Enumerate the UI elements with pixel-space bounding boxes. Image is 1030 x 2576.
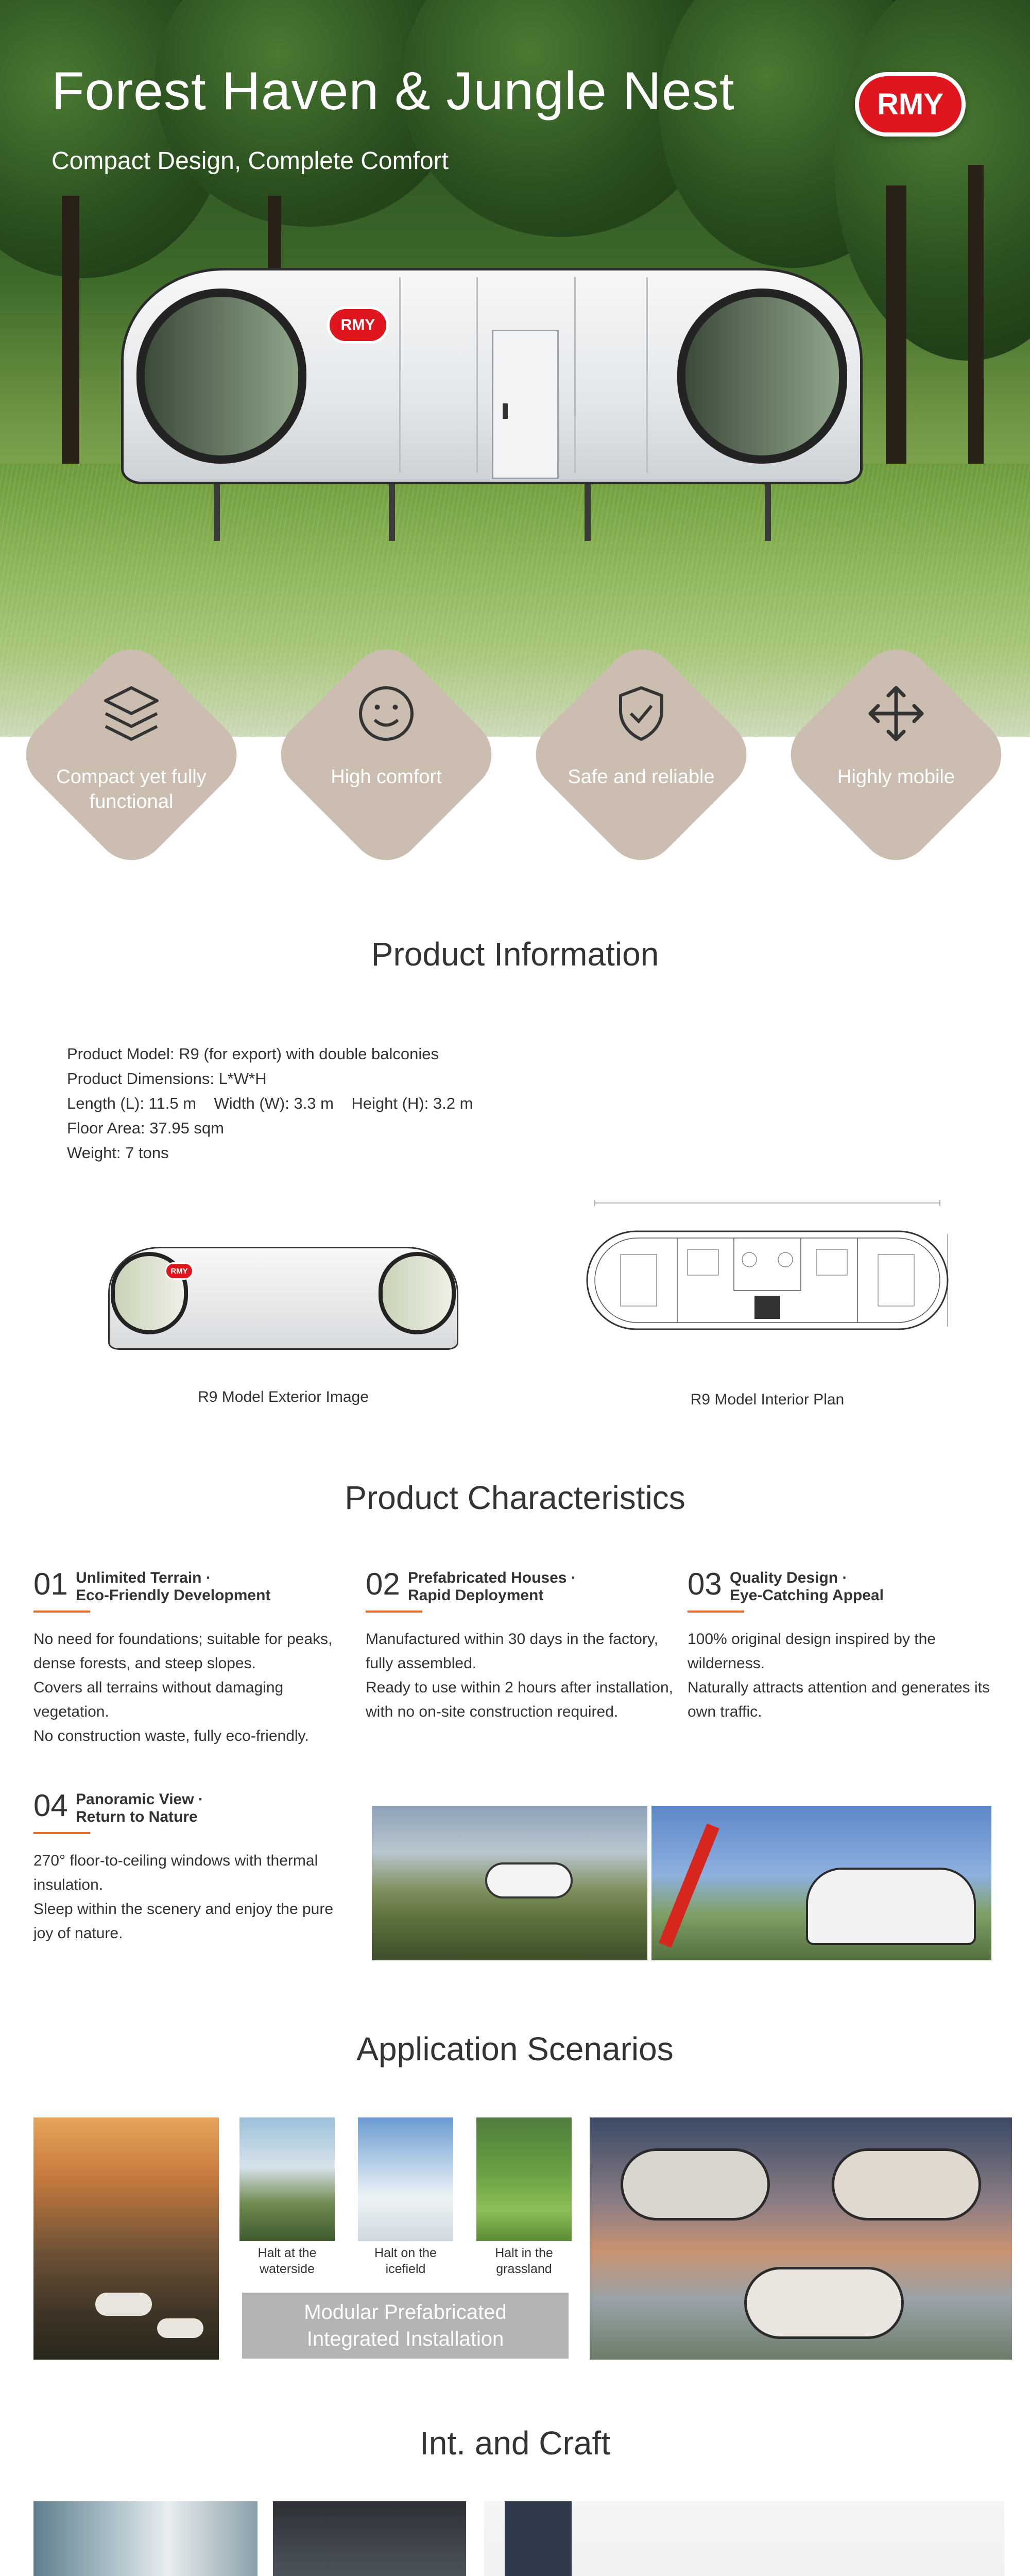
accent-rule — [366, 1611, 422, 1613]
interior-caption: R9 Model Interior Plan — [690, 1391, 845, 1408]
accent-rule — [688, 1611, 744, 1613]
char-body — [366, 1627, 675, 1724]
char-heading-line2: Eye-Catching Appeal — [730, 1587, 884, 1604]
char-number: 01 — [33, 1567, 68, 1601]
capsule-house — [121, 268, 863, 495]
tree — [834, 0, 1030, 361]
panel-seam — [574, 277, 576, 473]
char-body-line: 100% original design inspired by the wilderness. — [688, 1631, 936, 1672]
char-heading — [730, 1569, 987, 1604]
mountain-capsule-photo — [372, 1806, 647, 1960]
spec-line: Product Model: R9 (for export) with double balconies — [67, 1045, 439, 1063]
char-body-line: Manufactured within 30 days in the factory, fully assembled. — [366, 1631, 659, 1672]
feature-label: Safe and reliable — [568, 766, 715, 788]
char-body-line: Sleep within the scenery and enjoy the pure joy of nature. — [33, 1901, 334, 1942]
capsule-logo: RMY — [327, 307, 389, 344]
night-capsules-photo — [590, 2117, 1012, 2360]
icefield-photo — [358, 2117, 453, 2241]
spec-line: Floor Area: 37.95 sqm — [67, 1119, 224, 1137]
waterside-caption — [239, 2245, 335, 2277]
feature-compact — [10, 634, 252, 876]
accent-rule — [33, 1611, 90, 1613]
characteristics-title: Product Characteristics — [345, 1479, 685, 1516]
caption-line: grassland — [496, 2262, 552, 2276]
char-heading — [76, 1791, 333, 1826]
char-body — [688, 1627, 997, 1724]
diamond-shape — [776, 635, 1017, 875]
char-body — [33, 1849, 342, 1945]
feature-safe — [520, 634, 762, 876]
char-body-line: Naturally attracts attention and generates its own traffic. — [688, 1679, 990, 1720]
capsule-window-right — [379, 1252, 456, 1334]
waterside-photo — [239, 2117, 335, 2241]
char-body-line: Ready to use within 2 hours after installation, with no on-site construction required. — [366, 1679, 673, 1720]
craft-title: Int. and Craft — [420, 2425, 610, 2462]
interior-corridor-photo — [33, 2501, 258, 2576]
panel-seam — [476, 277, 478, 473]
feature-label: Highly mobile — [837, 766, 955, 788]
char-number: 02 — [366, 1567, 400, 1601]
shield-check-icon — [610, 683, 672, 744]
char-body-line: No need for foundations; suitable for peaks, dense forests, and steep slopes. — [33, 1631, 333, 1672]
product-specs — [67, 1042, 473, 1165]
feature-label: High comfort — [331, 766, 442, 788]
diamond-shape — [266, 635, 507, 875]
char-number: 04 — [33, 1788, 68, 1823]
diamond-shape — [11, 635, 252, 875]
capsule-door — [492, 330, 559, 479]
feature-label: Compact yet fully functional — [56, 766, 207, 812]
brand-logo: RMY — [855, 72, 966, 137]
char-heading-line2: Return to Nature — [76, 1808, 198, 1825]
capsule-leg — [389, 484, 395, 541]
capsule-leg — [585, 484, 591, 541]
accent-rule — [33, 1832, 90, 1834]
product-info-title: Product Information — [371, 936, 659, 973]
exterior-image — [108, 1236, 458, 1355]
interior-dining-photo — [273, 2501, 466, 2576]
char-body-line: No construction waste, fully eco-friendly. — [33, 1727, 309, 1744]
crane-delivery-photo — [651, 1806, 991, 1960]
panel-seam — [646, 277, 648, 473]
modular-installation-banner — [242, 2293, 569, 2359]
grassland-photo — [476, 2117, 572, 2241]
sunset-hill-photo — [33, 2117, 219, 2360]
char-heading-line1: Unlimited Terrain · — [76, 1569, 211, 1586]
capsule-window-left — [136, 289, 306, 464]
layers-icon — [100, 683, 162, 744]
caption-line: Halt at the — [258, 2246, 317, 2260]
icefield-caption — [358, 2245, 453, 2277]
char-heading — [76, 1569, 333, 1604]
char-heading-line1: Panoramic View · — [76, 1791, 203, 1808]
char-number: 03 — [688, 1567, 722, 1601]
banner-line: Integrated Installation — [306, 2328, 504, 2350]
char-heading-line1: Prefabricated Houses · — [408, 1569, 576, 1586]
caption-line: icefield — [385, 2262, 426, 2276]
banner-line: Modular Prefabricated — [304, 2301, 507, 2324]
grassland-caption — [476, 2245, 572, 2277]
spec-line: Weight: 7 tons — [67, 1144, 169, 1162]
move-arrows-icon — [865, 683, 927, 744]
smile-icon — [355, 683, 417, 744]
char-heading-line2: Rapid Deployment — [408, 1587, 544, 1604]
capsule-logo: RMY — [165, 1262, 194, 1280]
panel-seam — [399, 277, 401, 473]
hero-subtitle: Compact Design, Complete Comfort — [52, 147, 449, 175]
char-body-line: 270° floor-to-ceiling windows with thermal insulation. — [33, 1852, 318, 1893]
spec-line: Product Dimensions: L*W*H — [67, 1070, 267, 1088]
feature-mobile — [775, 634, 1017, 876]
floor-plan-drawing — [579, 1198, 955, 1352]
capsule-leg — [214, 484, 220, 541]
char-heading-line2: Eco-Friendly Development — [76, 1587, 271, 1604]
capsule-leg — [765, 484, 771, 541]
exterior-caption: R9 Model Exterior Image — [198, 1388, 369, 1405]
tree-trunk — [968, 165, 984, 495]
application-title: Application Scenarios — [356, 2030, 674, 2067]
caption-line: Halt on the — [374, 2246, 437, 2260]
caption-line: Halt in the — [495, 2246, 553, 2260]
tree-trunk — [62, 196, 79, 484]
feature-comfort — [265, 634, 507, 876]
hero-banner — [0, 0, 1030, 737]
char-body — [33, 1627, 342, 1748]
char-heading — [408, 1569, 665, 1604]
caption-line: waterside — [260, 2262, 315, 2276]
interior-bedroom-photo — [484, 2501, 1004, 2576]
capsule-window-right — [677, 289, 847, 464]
tree-trunk — [886, 185, 906, 495]
hero-title: Forest Haven & Jungle Nest — [52, 61, 735, 121]
spec-line: Length (L): 11.5 m Width (W): 3.3 m Height (H): 3.2 m — [67, 1094, 473, 1112]
char-body-line: Covers all terrains without damaging vegetation. — [33, 1679, 284, 1720]
diamond-shape — [521, 635, 762, 875]
char-heading-line1: Quality Design · — [730, 1569, 848, 1586]
